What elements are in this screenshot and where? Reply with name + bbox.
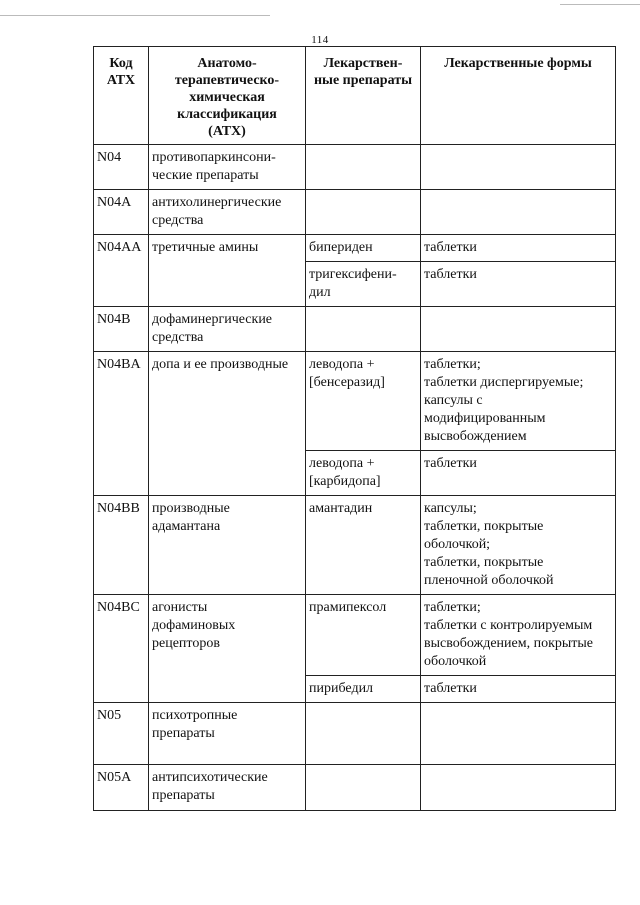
form-cell — [421, 190, 616, 235]
atx-code: N04AA — [94, 235, 149, 307]
atx-code: N05A — [94, 765, 149, 811]
atx-code: N04BB — [94, 496, 149, 595]
cell-text-line: таблетки, покрытые — [424, 519, 544, 534]
cell-text-line: средства — [152, 330, 204, 345]
drug-cell — [306, 451, 421, 496]
atx-code: N04A — [94, 190, 149, 235]
table-row — [94, 145, 616, 190]
drug-cell — [306, 703, 421, 765]
scan-edge-line — [0, 15, 270, 16]
table-row — [94, 235, 616, 262]
atx-table — [93, 46, 616, 811]
cell-text-line: допа и ее производные — [152, 357, 289, 372]
atx-code: N04B — [94, 307, 149, 352]
cell-text-line: дофаминергические — [152, 312, 273, 327]
atx-name — [149, 703, 306, 765]
cell-text-line: дил — [309, 285, 331, 300]
cell-text-line: классификация — [177, 107, 277, 122]
cell-text-line: ческие препараты — [152, 168, 259, 183]
form-cell — [421, 307, 616, 352]
table-row — [94, 595, 616, 676]
atx-name — [149, 190, 306, 235]
drug-cell — [306, 190, 421, 235]
form-cell — [421, 145, 616, 190]
drug-cell — [306, 145, 421, 190]
drug-cell — [306, 352, 421, 451]
cell-text-line: таблетки; — [424, 357, 481, 372]
cell-text-line: таблетки, покрытые — [424, 555, 544, 570]
form-cell — [421, 235, 616, 262]
header-drugs — [306, 47, 421, 145]
cell-text-line: Анатомо- — [197, 56, 257, 71]
page-number: 114 — [311, 34, 329, 46]
cell-text-line: тригексифени- — [309, 267, 397, 282]
cell-text-line: амантадин — [309, 501, 373, 516]
atx-code: N04 — [94, 145, 149, 190]
cell-text-line: капсулы; — [424, 501, 477, 516]
atx-code: N04BC — [94, 595, 149, 703]
table-row — [94, 703, 616, 765]
cell-text-line: таблетки; — [424, 600, 481, 615]
drug-cell — [306, 262, 421, 307]
table-row — [94, 765, 616, 811]
cell-text-line: антипсихотические — [152, 770, 268, 785]
cell-text-line: производные — [152, 501, 230, 516]
cell-text-line: дофаминовых — [152, 618, 236, 633]
form-cell — [421, 496, 616, 595]
cell-text-line: (АТХ) — [208, 124, 246, 139]
cell-text-line: химическая — [189, 90, 265, 105]
cell-text-line: пирибедил — [309, 681, 374, 696]
atx-name — [149, 765, 306, 811]
scan-edge-line-right — [560, 4, 640, 5]
form-cell — [421, 595, 616, 676]
cell-text-line: ные препараты — [313, 73, 413, 88]
cell-text-line: оболочкой; — [424, 537, 491, 552]
table-row — [94, 352, 616, 451]
cell-text-line: таблетки — [424, 240, 477, 255]
cell-text-line: таблетки — [424, 681, 477, 696]
cell-text-line: таблетки — [424, 267, 477, 282]
cell-text-line: антихолинергические — [152, 195, 282, 210]
cell-text-line: агонисты — [152, 600, 208, 615]
table-row — [94, 496, 616, 595]
form-cell — [421, 676, 616, 703]
cell-text-line: адамантана — [152, 519, 221, 534]
atx-code: N05 — [94, 703, 149, 765]
atx-name — [149, 145, 306, 190]
cell-text-line: [карбидопа] — [309, 474, 381, 489]
cell-text-line: модифицированным — [424, 411, 546, 426]
cell-text-line: капсулы с — [424, 393, 483, 408]
atx-code: N04BA — [94, 352, 149, 496]
cell-text-line: средства — [152, 213, 204, 228]
cell-text-line: рецепторов — [152, 636, 220, 651]
form-cell — [421, 352, 616, 451]
atx-name — [149, 307, 306, 352]
drug-cell — [306, 676, 421, 703]
drug-cell — [306, 496, 421, 595]
form-cell — [421, 703, 616, 765]
cell-text-line: Лекарствен- — [323, 56, 403, 71]
table-row — [94, 307, 616, 352]
atx-name — [149, 235, 306, 307]
form-cell — [421, 262, 616, 307]
cell-text-line: леводопа + — [309, 357, 375, 372]
cell-text-line: препараты — [152, 788, 215, 803]
cell-text-line: третичные амины — [152, 240, 259, 255]
drug-cell — [306, 595, 421, 676]
cell-text-line: препараты — [152, 726, 215, 741]
cell-text-line: терапевтическо- — [174, 73, 280, 88]
drug-cell — [306, 235, 421, 262]
cell-text-line: высвобождением, покрытые — [424, 636, 594, 651]
cell-text-line: АТХ — [106, 73, 136, 88]
cell-text-line: таблетки диспергируемые; — [424, 375, 584, 390]
cell-text-line: таблетки — [424, 456, 477, 471]
cell-text-line: оболочкой — [424, 654, 487, 669]
cell-text-line: пленочной оболочкой — [424, 573, 554, 588]
cell-text-line: таблетки с контролируемым — [424, 618, 593, 633]
header-forms: Лекарственные формы — [421, 47, 616, 145]
atx-name — [149, 595, 306, 703]
header-classification — [149, 47, 306, 145]
table-row — [94, 190, 616, 235]
cell-text-line: противопаркинсони- — [152, 150, 276, 165]
table-header-row — [94, 47, 616, 145]
drug-cell — [306, 765, 421, 811]
cell-text-line: высвобождением — [424, 429, 527, 444]
form-cell — [421, 451, 616, 496]
atx-name — [149, 496, 306, 595]
cell-text-line: [бенсеразид] — [309, 375, 385, 390]
header-code — [94, 47, 149, 145]
atx-name — [149, 352, 306, 496]
cell-text-line: леводопа + — [309, 456, 375, 471]
cell-text-line: бипериден — [309, 240, 373, 255]
drug-cell — [306, 307, 421, 352]
cell-text-line: Код — [109, 56, 133, 71]
form-cell — [421, 765, 616, 811]
cell-text-line: прамипексол — [309, 600, 387, 615]
cell-text-line: психотропные — [152, 708, 238, 723]
